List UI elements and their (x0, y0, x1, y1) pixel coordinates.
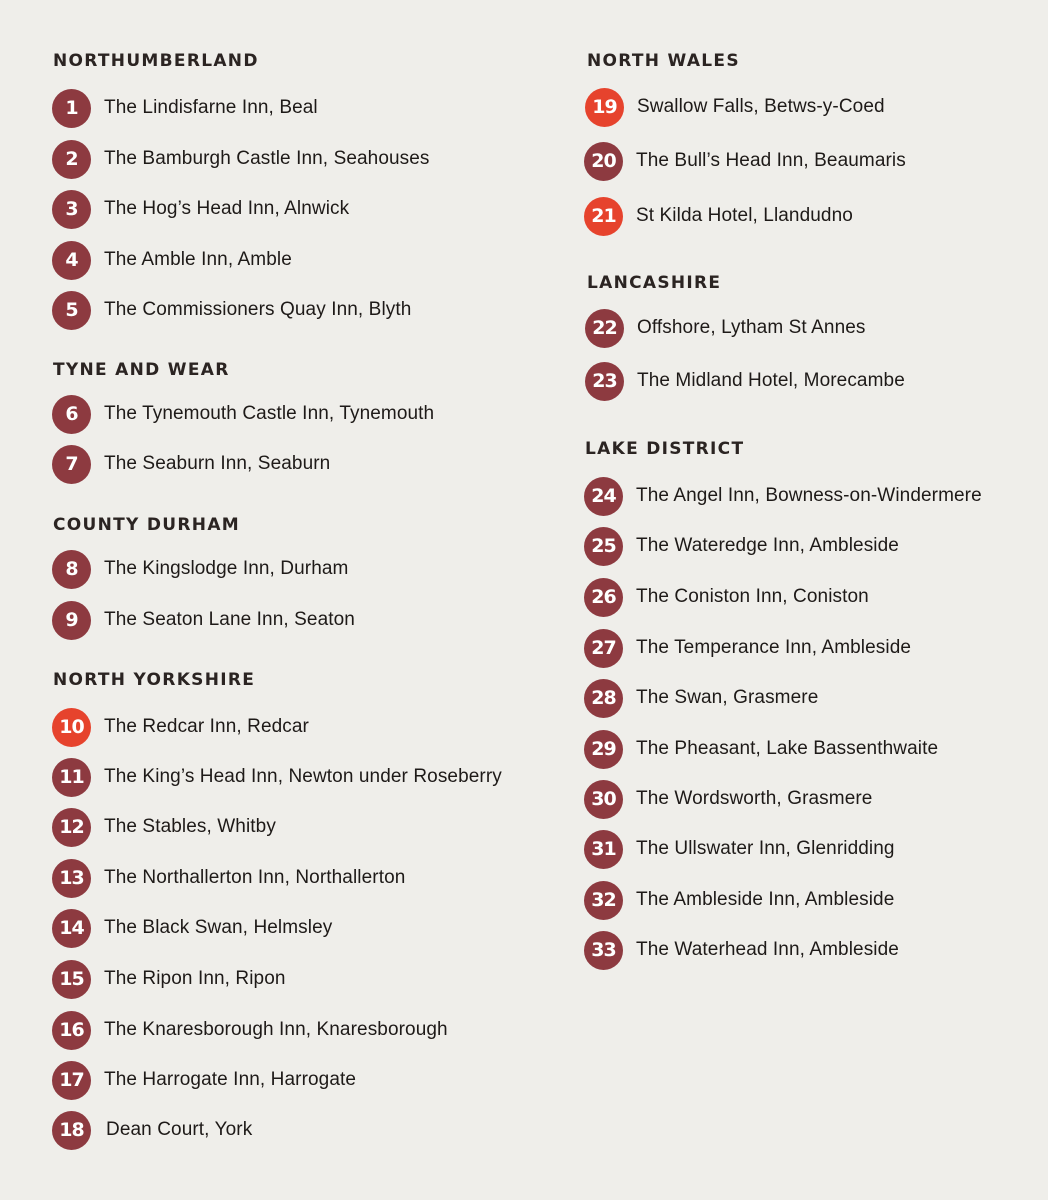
item-label: The Seaton Lane Inn, Seaton (104, 609, 355, 630)
item-label: The Seaburn Inn, Seaburn (104, 453, 331, 474)
number-badge: 28 (584, 679, 623, 718)
list-item (584, 141, 906, 181)
number-badge: 5 (52, 291, 91, 330)
item-label: The Angel Inn, Bowness-on-Windermere (636, 485, 982, 506)
list-item (584, 779, 872, 819)
number-badge: 11 (52, 758, 91, 797)
number-badge: 13 (52, 859, 91, 898)
list-item (584, 729, 938, 769)
number-badge: 14 (52, 909, 91, 948)
item-label: The Black Swan, Helmsley (104, 917, 333, 938)
number-badge: 26 (584, 578, 623, 617)
list-item (584, 930, 899, 970)
number-badge: 9 (52, 601, 91, 640)
item-label: The Commissioners Quay Inn, Blyth (104, 299, 412, 320)
list-item (52, 858, 405, 898)
list-item (52, 549, 348, 589)
number-badge: 24 (584, 477, 623, 516)
list-item (52, 139, 430, 179)
number-badge: 8 (52, 550, 91, 589)
item-label: The Ambleside Inn, Ambleside (636, 889, 895, 910)
number-badge: 2 (52, 140, 91, 179)
number-badge: 32 (584, 881, 623, 920)
number-badge: 33 (584, 931, 623, 970)
list-item (52, 1010, 448, 1050)
item-label: The Wateredge Inn, Ambleside (636, 535, 899, 556)
item-label: Swallow Falls, Betws-y-Coed (637, 96, 885, 117)
number-badge: 4 (52, 241, 91, 280)
item-label: The Stables, Whitby (104, 816, 276, 837)
item-label: The Redcar Inn, Redcar (104, 716, 309, 737)
list-item (584, 476, 982, 516)
item-label: The Harrogate Inn, Harrogate (104, 1069, 357, 1090)
number-badge: 6 (52, 395, 91, 434)
item-label: Dean Court, York (106, 1119, 253, 1140)
list-item (584, 678, 818, 718)
item-label: The Pheasant, Lake Bassenthwaite (636, 738, 939, 759)
list-item (52, 88, 318, 128)
item-label: The Ripon Inn, Ripon (104, 968, 286, 989)
item-label: The Bull’s Head Inn, Beaumaris (636, 150, 906, 171)
list-item (52, 290, 411, 330)
item-label: The King’s Head Inn, Newton under Roseberry (104, 766, 502, 787)
list-item (584, 577, 869, 617)
number-badge: 31 (584, 830, 623, 869)
item-label: The Knaresborough Inn, Knaresborough (104, 1019, 448, 1040)
item-label: The Kingslodge Inn, Durham (104, 558, 349, 579)
number-badge: 7 (52, 445, 91, 484)
item-label: The Hog’s Head Inn, Alnwick (104, 198, 350, 219)
region-heading-lake-district: LAKE DISTRICT (585, 439, 745, 459)
list-item (52, 1110, 252, 1150)
region-heading-northumberland: NORTHUMBERLAND (53, 51, 259, 71)
item-label: The Swan, Grasmere (636, 687, 819, 708)
number-badge: 18 (52, 1111, 91, 1150)
region-heading-tyne-and-wear: TYNE AND WEAR (53, 360, 230, 380)
list-item (584, 829, 895, 869)
item-label: The Northallerton Inn, Northallerton (104, 867, 406, 888)
list-item (585, 308, 866, 348)
item-label: The Tynemouth Castle Inn, Tynemouth (104, 403, 435, 424)
region-heading-north-yorkshire: NORTH YORKSHIRE (53, 670, 256, 690)
list-item (584, 628, 911, 668)
list-item (52, 394, 434, 434)
number-badge: 1 (52, 89, 91, 128)
item-label: The Lindisfarne Inn, Beal (104, 97, 318, 118)
list-item (52, 807, 276, 847)
number-badge: 20 (584, 142, 623, 181)
list-item (52, 1060, 356, 1100)
number-badge: 15 (52, 960, 91, 999)
number-badge: 25 (584, 527, 623, 566)
item-label: Offshore, Lytham St Annes (637, 317, 866, 338)
region-heading-county-durham: COUNTY DURHAM (53, 515, 240, 535)
list-item (52, 959, 286, 999)
list-item (585, 361, 905, 401)
number-badge: 21 (584, 197, 623, 236)
region-heading-lancashire: LANCASHIRE (587, 273, 722, 293)
item-label: St Kilda Hotel, Llandudno (636, 205, 853, 226)
list-item (52, 444, 330, 484)
list-item (52, 757, 502, 797)
list-item (584, 196, 853, 236)
item-label: The Amble Inn, Amble (104, 249, 292, 270)
number-badge: 29 (584, 730, 623, 769)
list-item (584, 880, 894, 920)
list-item (52, 600, 355, 640)
list-item (52, 240, 292, 280)
number-badge: 3 (52, 190, 91, 229)
number-badge: 27 (584, 629, 623, 668)
item-label: The Ullswater Inn, Glenridding (636, 838, 895, 859)
list-item (52, 908, 332, 948)
item-label: The Wordsworth, Grasmere (636, 788, 873, 809)
number-badge: 12 (52, 808, 91, 847)
number-badge: 30 (584, 780, 623, 819)
number-badge: 19 (585, 88, 624, 127)
list-item (584, 526, 899, 566)
item-label: The Bamburgh Castle Inn, Seahouses (104, 148, 430, 169)
item-label: The Waterhead Inn, Ambleside (636, 939, 899, 960)
item-label: The Coniston Inn, Coniston (636, 586, 869, 607)
list-item (585, 87, 885, 127)
number-badge: 17 (52, 1061, 91, 1100)
number-badge: 16 (52, 1011, 91, 1050)
list-item (52, 189, 349, 229)
number-badge: 10 (52, 708, 91, 747)
item-label: The Midland Hotel, Morecambe (637, 370, 905, 391)
number-badge: 23 (585, 362, 624, 401)
list-item (52, 707, 309, 747)
region-heading-north-wales: NORTH WALES (587, 51, 740, 71)
item-label: The Temperance Inn, Ambleside (636, 637, 912, 658)
number-badge: 22 (585, 309, 624, 348)
